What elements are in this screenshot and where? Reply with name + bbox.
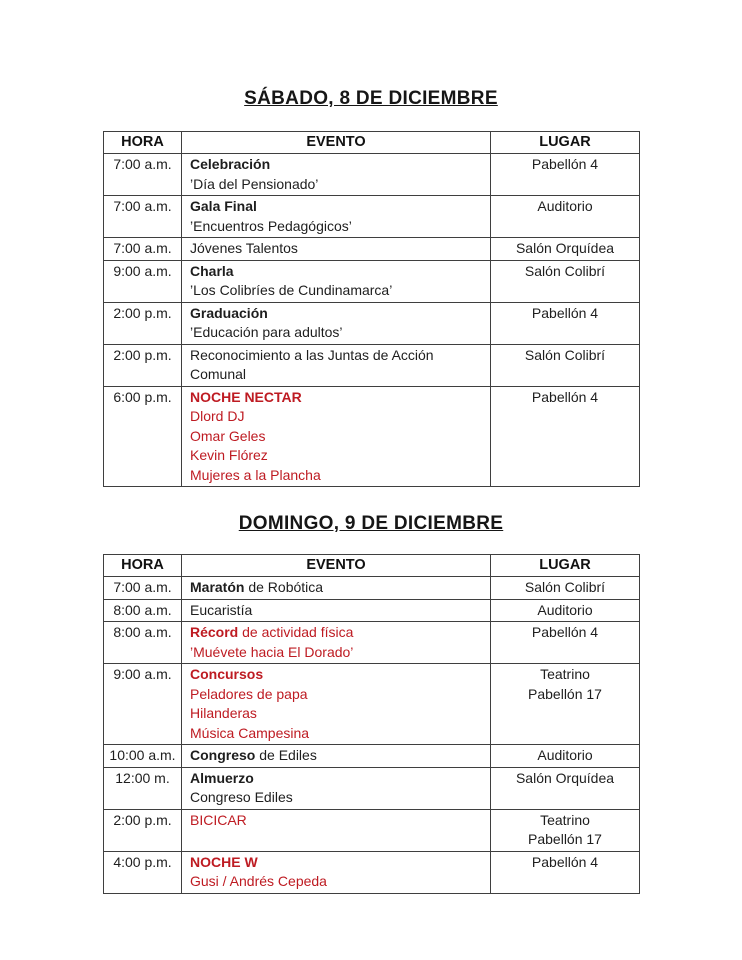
table-row [104,664,640,745]
lugar-cell [491,260,640,302]
evento-line [190,346,484,385]
evento-line [190,746,484,766]
evento-cell [182,260,491,302]
lugar-cell [491,386,640,487]
lugar-cell [491,809,640,851]
table-row [104,154,640,196]
evento-line [190,239,484,259]
hora-cell: 2:00 p.m. [104,302,182,344]
evento-text: Récord [190,624,239,640]
evento-line [190,665,484,685]
evento-text: Celebración [190,156,271,172]
evento-cell [182,745,491,768]
lugar-line: Salón Colibrí [524,262,606,279]
evento-text: Eucaristía [190,601,253,618]
lugar-cell [491,577,640,600]
evento-text: ’Día del Pensionado’ [190,175,319,192]
evento-text: BICICAR [190,811,247,828]
evento-text: NOCHE NECTAR [190,388,302,405]
lugar-cell [491,238,640,261]
evento-text: Gusi / Andrés Cepeda [190,873,327,889]
table-row [104,196,640,238]
table-row [104,577,640,600]
evento-text: de Ediles [255,747,317,763]
hora-cell: 2:00 p.m. [104,344,182,386]
evento-text: ’Encuentros Pedagógicos’ [190,217,352,234]
evento-text: NOCHE W [190,853,258,870]
evento-line [190,704,484,724]
table-row [104,809,640,851]
evento-cell [182,154,491,196]
evento-line [190,446,484,466]
evento-line [190,197,484,217]
evento-cell [182,851,491,893]
column-header: LUGAR [491,132,640,154]
hora-cell: 8:00 a.m. [104,599,182,622]
evento-cell [182,302,491,344]
evento-line [190,601,484,621]
hora-cell: 12:00 m. [104,767,182,809]
table-row [104,302,640,344]
hora-cell: 9:00 a.m. [104,260,182,302]
evento-text: Kevin Flórez [190,447,268,463]
evento-cell [182,622,491,664]
evento-text: Gala Final [190,198,257,214]
table-row [104,622,640,664]
evento-cell [182,196,491,238]
column-header: EVENTO [182,555,491,577]
hora-cell: 7:00 a.m. [104,577,182,600]
lugar-cell [491,196,640,238]
lugar-line: Salón Orquídea [515,769,615,786]
table-row [104,767,640,809]
evento-line [190,724,484,744]
table-row [104,260,640,302]
evento-text: Graduación [190,304,268,321]
table-row [104,344,640,386]
table-row [104,745,640,768]
hora-cell: 10:00 a.m. [104,745,182,768]
evento-line [190,466,484,486]
hora-cell: 7:00 a.m. [104,238,182,261]
evento-text: Omar Geles [190,427,266,444]
hora-cell: 9:00 a.m. [104,664,182,745]
lugar-line: Pabellón 4 [531,304,599,321]
evento-text: Congreso Ediles [190,789,293,805]
evento-cell [182,767,491,809]
evento-cell [182,664,491,745]
evento-text: Hilanderas [190,705,257,721]
table-row [104,386,640,487]
lugar-cell [491,745,640,768]
evento-text: Mujeres a la Plancha [190,466,321,483]
evento-line [190,388,484,408]
lugar-line: Salón Orquídea [515,240,615,256]
evento-text: Almuerzo [190,769,254,786]
evento-text: Música Campesina [190,724,310,741]
header-row [104,132,640,154]
lugar-cell [491,599,640,622]
sunday-section [0,513,742,894]
evento-cell [182,599,491,622]
lugar-line: Pabellón 17 [528,831,602,847]
evento-text: de actividad física [238,624,354,640]
lugar-line: Teatrino [540,666,590,682]
lugar-cell [491,664,640,745]
evento-line [190,643,484,663]
lugar-line: Salón Colibrí [524,346,606,363]
hora-cell: 2:00 p.m. [104,809,182,851]
hora-cell: 8:00 a.m. [104,622,182,664]
evento-text: Jóvenes Talentos [190,240,298,256]
table-row [104,599,640,622]
evento-text: ’Educación para adultos’ [190,324,343,340]
evento-line [190,427,484,447]
hora-cell: 6:00 p.m. [104,386,182,487]
lugar-line: Auditorio [537,747,593,763]
sunday-schedule-table [103,554,640,894]
evento-line [190,623,484,643]
evento-line [190,407,484,427]
lugar-line: Auditorio [537,198,593,214]
lugar-cell [491,851,640,893]
lugar-line: Pabellón 4 [531,624,599,640]
evento-line [190,281,484,301]
lugar-line: Salón Colibrí [524,579,606,595]
lugar-cell [491,154,640,196]
evento-line [190,323,484,343]
evento-line [190,788,484,808]
hora-cell: 7:00 a.m. [104,196,182,238]
evento-text: Reconocimiento a las Juntas de Acción Comunal [190,346,434,382]
lugar-line: Pabellón 4 [531,853,599,870]
evento-line [190,175,484,195]
evento-cell [182,577,491,600]
evento-text: Congreso [190,747,256,763]
evento-line [190,811,484,831]
evento-text: Dlord DJ [190,408,245,424]
evento-text: Charla [190,262,234,279]
hora-cell: 7:00 a.m. [104,154,182,196]
evento-line [190,769,484,789]
column-header: HORA [104,132,182,154]
table-row [104,238,640,261]
header-row [104,555,640,577]
evento-line [190,853,484,873]
evento-text: ’Los Colibríes de Cundinamarca’ [190,282,393,298]
saturday-schedule-table [103,131,640,487]
lugar-cell [491,767,640,809]
evento-line [190,578,484,598]
lugar-line: Teatrino [540,811,590,828]
lugar-cell [491,622,640,664]
evento-text: Peladores de papa [190,685,308,702]
sunday-title: DOMINGO, 9 DE DICIEMBRE [238,513,504,534]
evento-line [190,872,484,892]
evento-line [190,685,484,705]
column-header: EVENTO [182,132,491,154]
evento-text: Maratón [190,579,245,595]
evento-line [190,304,484,324]
evento-line [190,262,484,282]
evento-line [190,155,484,175]
evento-cell [182,386,491,487]
evento-cell [182,809,491,851]
column-header: LUGAR [491,555,640,577]
evento-cell [182,238,491,261]
lugar-line: Pabellón 17 [528,685,602,702]
evento-cell [182,344,491,386]
lugar-cell [491,302,640,344]
table-row [104,851,640,893]
column-header: HORA [104,555,182,577]
saturday-title: SÁBADO, 8 DE DICIEMBRE [244,88,498,109]
evento-text: ’Muévete hacia El Dorado’ [190,643,354,660]
evento-text: de Robótica [244,579,324,595]
lugar-line: Auditorio [537,601,593,618]
evento-text: Concursos [190,666,264,682]
lugar-cell [491,344,640,386]
lugar-line: Pabellón 4 [531,388,599,405]
hora-cell: 4:00 p.m. [104,851,182,893]
lugar-line: Pabellón 4 [531,156,599,172]
saturday-section [0,88,742,487]
evento-line [190,217,484,237]
